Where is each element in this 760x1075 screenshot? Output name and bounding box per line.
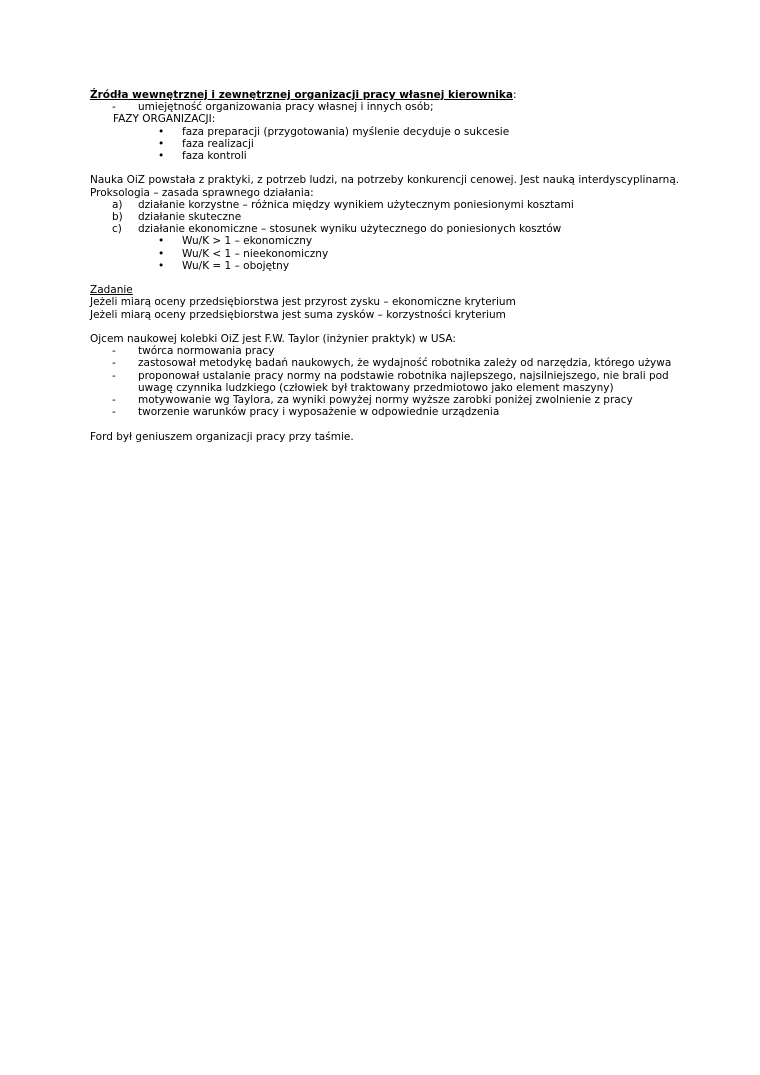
list-item xyxy=(90,394,700,406)
dash-marker: - xyxy=(112,406,116,419)
zadanie-line: Jeżeli miarą oceny przedsiębiorstwa jest przyrost zysku – ekonomiczne kryterium xyxy=(90,296,516,309)
list-item xyxy=(90,357,700,369)
list-item-text: uwagę czynnika ludzkiego (człowiek był traktowany przedmiotowo jako element maszyny) xyxy=(138,381,614,394)
section-title-text: Źródła wewnętrznej i zewnętrznej organizacji pracy własnej kierownika xyxy=(90,89,513,101)
list-item-text: faza realizacji xyxy=(182,137,254,150)
list-item-text: działanie skuteczne xyxy=(138,211,242,224)
list-item-text: umiejętność organizowania pracy własnej i innych osób; xyxy=(138,101,434,114)
list-item-text: motywowanie wg Taylora, za wyniki powyżej normy wyższe zarobki poniżej zwolnienie z pracy xyxy=(138,394,633,407)
dash-marker: - xyxy=(112,345,116,358)
paragraph-proksologia: Proksologia – zasada sprawnego działania: xyxy=(90,186,314,199)
spacer xyxy=(90,321,700,333)
spacer xyxy=(90,162,700,174)
paragraph-oiz: Nauka OiZ powstała z praktyki, z potrzeb ludzi, na potrzeby konkurencji cenowej. Jest nauką interdyscyplinarną. xyxy=(90,174,680,187)
list-item xyxy=(90,260,700,272)
bullet-marker: • xyxy=(158,247,165,260)
list-marker: c) xyxy=(112,223,122,236)
list-item-text: działanie ekonomiczne – stosunek wyniku użytecznego do poniesionych kosztów xyxy=(138,223,562,236)
spacer xyxy=(90,418,700,430)
bullet-marker: • xyxy=(158,125,165,138)
list-item-text: Wu/K < 1 – nieekonomiczny xyxy=(182,247,329,260)
list-item xyxy=(90,199,700,211)
list-item xyxy=(90,138,700,150)
list-item xyxy=(90,223,700,235)
dash-marker: - xyxy=(112,357,116,370)
list-item xyxy=(90,150,700,162)
zadanie-heading: Zadanie xyxy=(90,284,133,297)
list-item-text: twórca normowania pracy xyxy=(138,345,275,358)
spacer xyxy=(90,272,700,284)
list-item-text: proponował ustalanie pracy normy na podstawie robotnika najlepszego, najsilniejszego, nie brali pod xyxy=(138,369,669,382)
dash-marker: - xyxy=(112,369,116,382)
document-body xyxy=(90,89,700,443)
list-item-text: Wu/K = 1 – obojętny xyxy=(182,259,290,272)
zadanie-line: Jeżeli miarą oceny przedsiębiorstwa jest suma zysków – korzystności kryterium xyxy=(90,308,506,321)
bullet-marker: • xyxy=(158,137,165,150)
list-item xyxy=(90,248,700,260)
section-title-suffix: : xyxy=(512,89,517,101)
list-item xyxy=(90,126,700,138)
list-item-text: faza kontroli xyxy=(182,150,247,163)
list-item xyxy=(90,345,700,357)
dash-marker: - xyxy=(112,394,116,407)
list-item xyxy=(90,211,700,223)
dash-marker: - xyxy=(112,101,116,114)
list-item-text: zastosował metodykę badań naukowych, że wydajność robotnika zależy od narzędzia, którego używa xyxy=(138,357,672,370)
taylor-intro: Ojcem naukowej kolebki OiZ jest F.W. Taylor (inżynier praktyk) w USA: xyxy=(90,333,456,346)
section-title xyxy=(90,89,700,101)
bullet-marker: • xyxy=(158,235,165,248)
list-item-text: Wu/K > 1 – ekonomiczny xyxy=(182,235,313,248)
list-item xyxy=(90,101,700,113)
list-item xyxy=(90,406,700,418)
fazy-heading: FAZY ORGANIZACJI: xyxy=(113,113,216,126)
bullet-marker: • xyxy=(158,259,165,272)
list-item-text: tworzenie warunków pracy i wyposażenie w odpowiednie urządzenia xyxy=(138,406,500,419)
list-item xyxy=(90,370,700,382)
list-item-text: działanie korzystne – różnica między wynikiem użytecznym poniesionymi kosztami xyxy=(138,198,574,211)
list-item-continuation xyxy=(90,382,700,394)
list-marker: a) xyxy=(112,198,123,211)
list-item-text: faza preparacji (przygotowania) myślenie decyduje o sukcesie xyxy=(182,125,510,138)
bullet-marker: • xyxy=(158,150,165,163)
list-marker: b) xyxy=(112,211,123,224)
list-item xyxy=(90,235,700,247)
paragraph-ford: Ford był geniuszem organizacji pracy przy taśmie. xyxy=(90,430,354,443)
